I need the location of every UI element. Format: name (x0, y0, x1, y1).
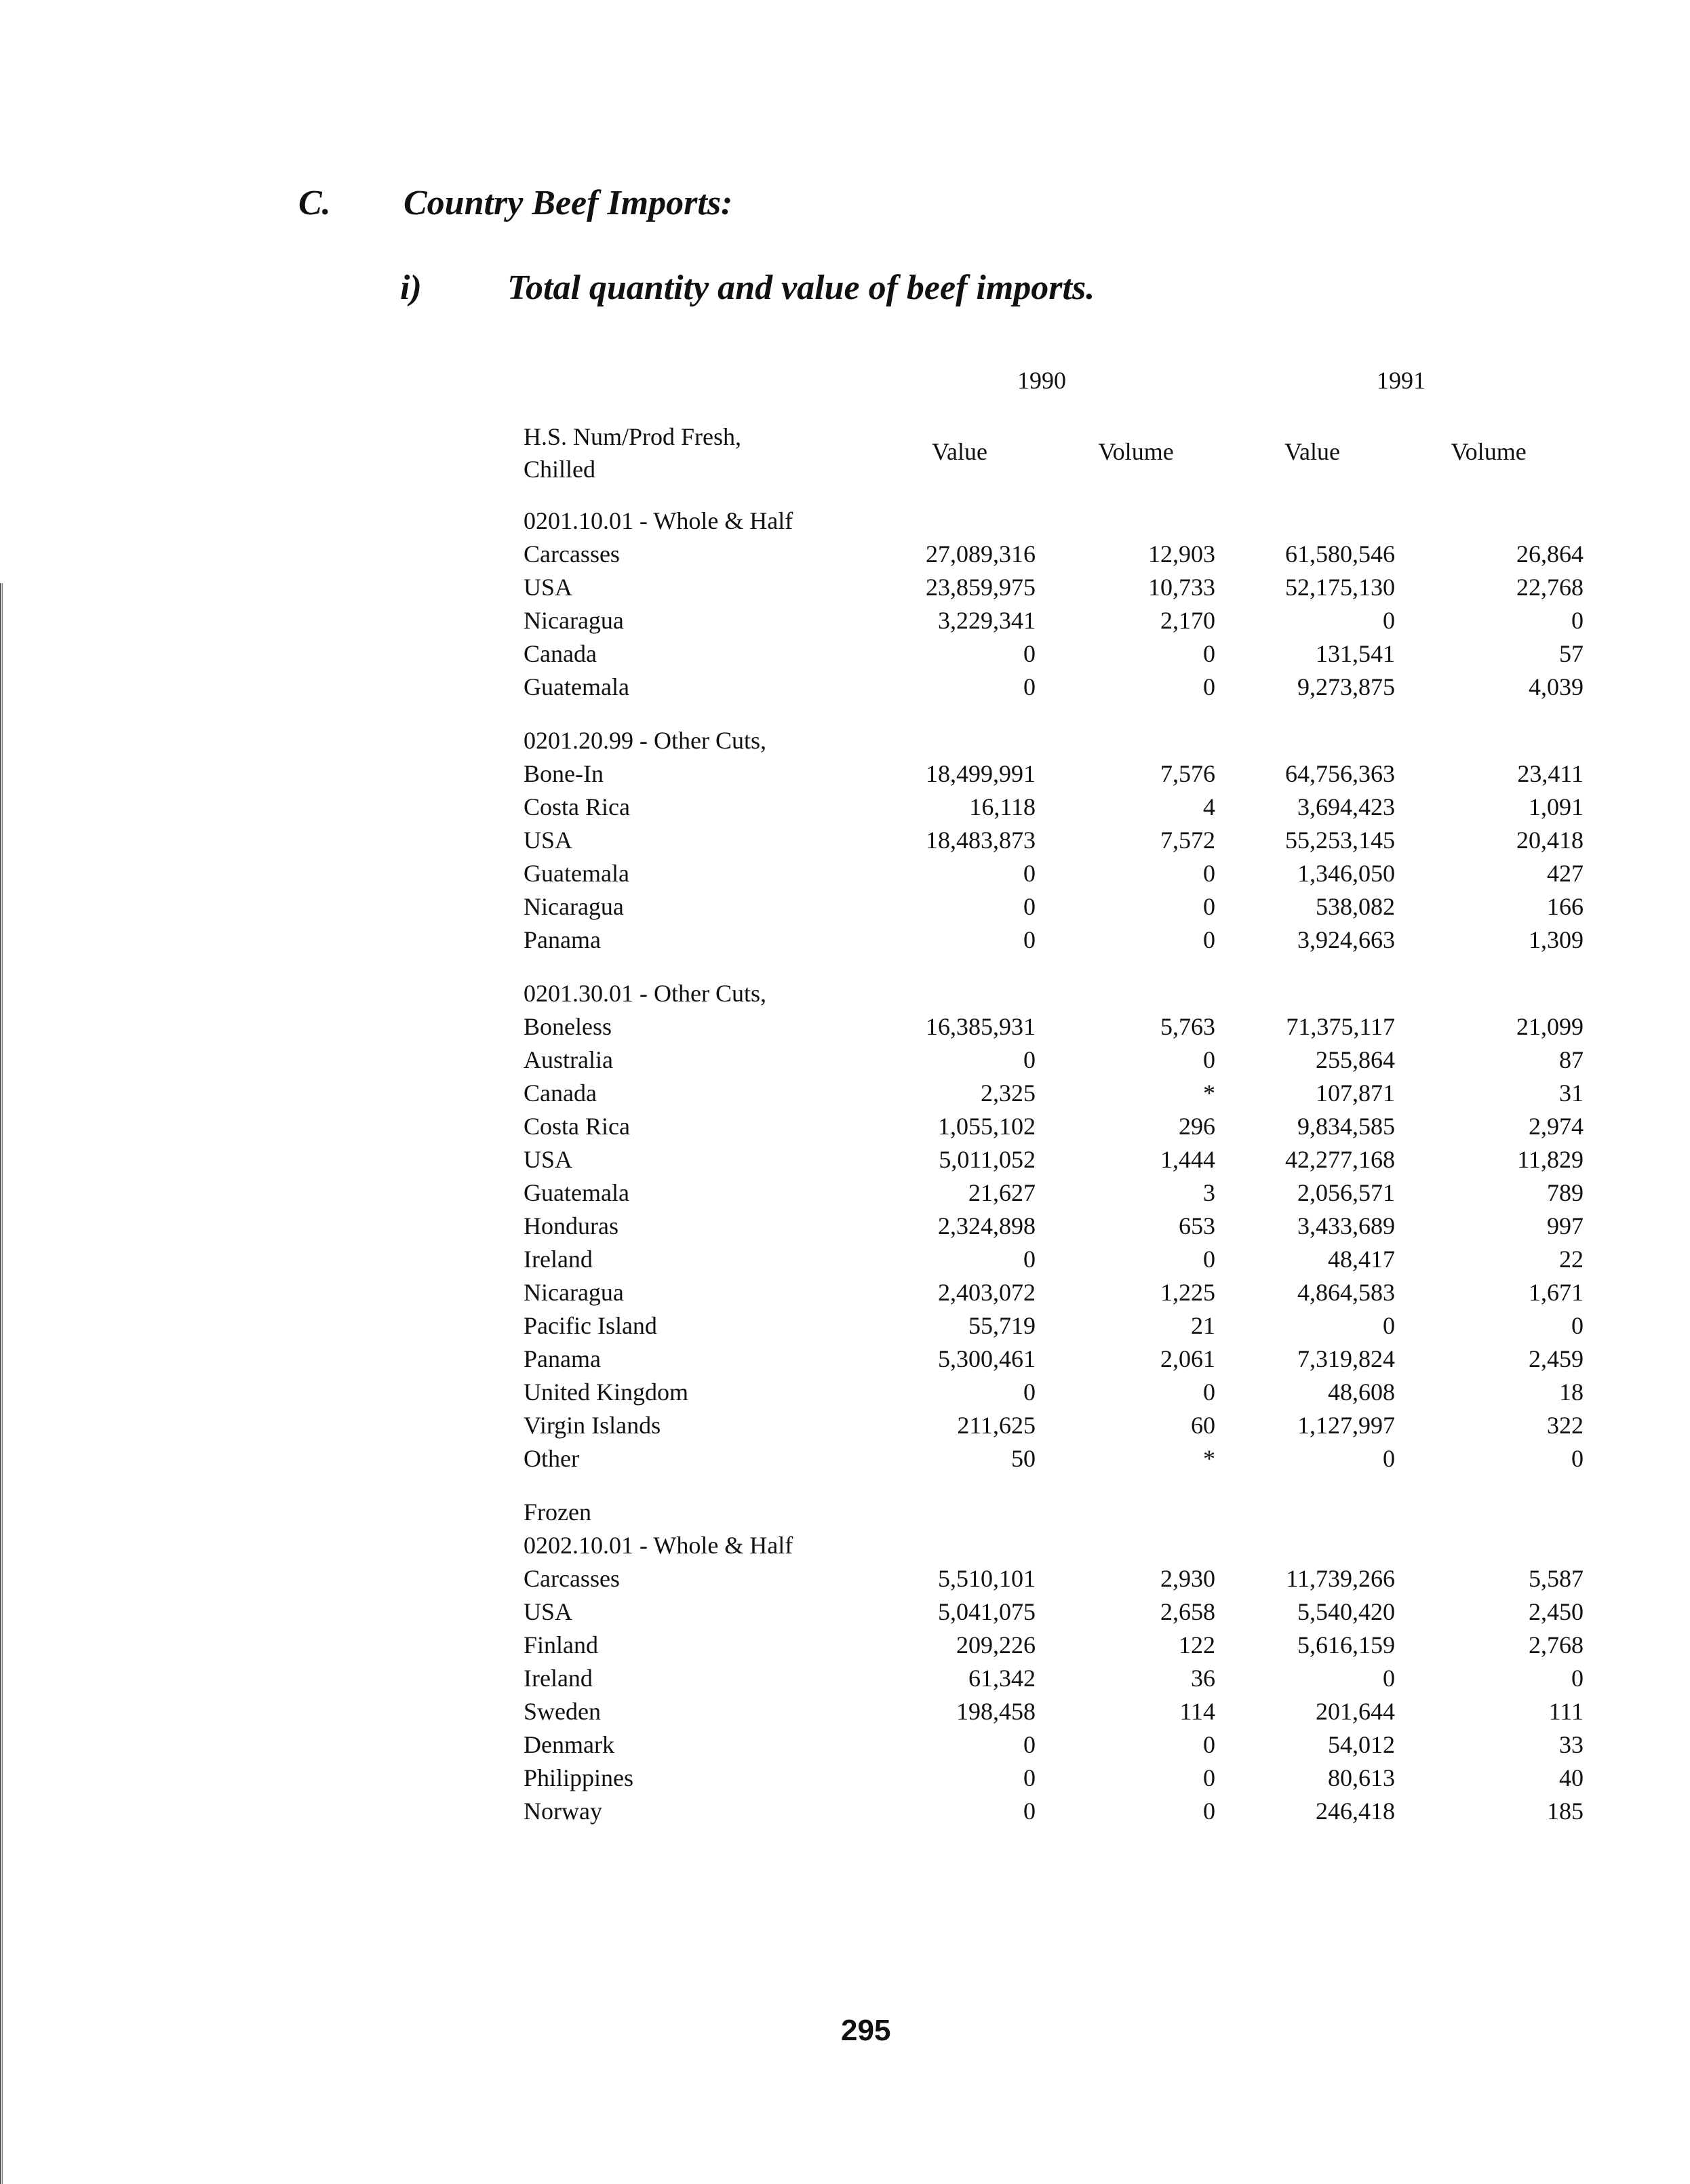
value-1991-cell: 107,871 (1316, 1079, 1395, 1107)
value-1991-cell: 2,056,571 (1297, 1179, 1395, 1206)
value-1991-cell: 538,082 (1316, 893, 1395, 920)
row-label: Australia (524, 1046, 613, 1073)
row-label: Other (524, 1445, 579, 1472)
volume-1991-cell: 87 (1559, 1046, 1584, 1073)
value-1991-cell: 5,540,420 (1297, 1598, 1395, 1625)
volume-1991-cell: 11,829 (1517, 1146, 1584, 1173)
volume-1991-cell: 166 (1547, 893, 1584, 920)
row-label: USA (524, 1146, 573, 1173)
volume-1991-cell: 22,768 (1516, 574, 1584, 601)
table-row (524, 1210, 1584, 1243)
volume-1991-cell: 1,309 (1529, 926, 1584, 953)
value-1990-cell: 0 (1023, 640, 1036, 667)
volume-1990-cell: 0 (1203, 1731, 1215, 1758)
row-label: Carcasses (524, 540, 620, 568)
row-label: Canada (524, 1079, 597, 1107)
volume-1991-cell: 427 (1547, 860, 1584, 887)
year-1991-header: 1991 (1377, 367, 1426, 394)
volume-1990-cell: 2,930 (1160, 1565, 1215, 1592)
row-label: Nicaragua (524, 607, 624, 634)
table-row (524, 1442, 1584, 1475)
volume-1990-cell: 2,061 (1160, 1345, 1215, 1372)
row-label: Frozen (524, 1498, 591, 1526)
row-label: Panama (524, 926, 601, 953)
column-header-value-1990: Value (932, 438, 987, 465)
value-1991-cell: 4,864,583 (1297, 1279, 1395, 1306)
table-row (524, 1795, 1584, 1828)
row-label: Pacific Island (524, 1312, 657, 1339)
row-label: Costa Rica (524, 793, 630, 820)
value-1991-cell: 7,319,824 (1297, 1345, 1395, 1372)
volume-1990-cell: 36 (1191, 1665, 1215, 1692)
table-row (524, 538, 1584, 571)
table-row (524, 1243, 1584, 1276)
value-1990-cell: 0 (1023, 1764, 1036, 1791)
table-row (524, 1529, 1581, 1562)
value-1990-cell: 0 (1023, 926, 1036, 953)
row-label: 0201.10.01 - Whole & Half (524, 507, 793, 534)
volume-1990-cell: 2,658 (1160, 1598, 1215, 1625)
row-label: Guatemala (524, 673, 629, 700)
table-row (524, 890, 1584, 924)
row-label: USA (524, 574, 573, 601)
column-header-volume-1990: Volume (1098, 438, 1174, 465)
value-1991-cell: 3,433,689 (1297, 1212, 1395, 1239)
table-row (524, 924, 1584, 957)
value-1991-cell: 131,541 (1316, 640, 1395, 667)
volume-1991-cell: 18 (1559, 1378, 1584, 1406)
volume-1990-cell: 0 (1203, 1764, 1215, 1791)
table-row (524, 724, 1581, 757)
row-label: Nicaragua (524, 1279, 624, 1306)
value-1990-cell: 50 (1011, 1445, 1036, 1472)
volume-1991-cell: 2,450 (1529, 1598, 1584, 1625)
page-edge-rule (0, 583, 4, 2184)
volume-1990-cell: 3 (1203, 1179, 1215, 1206)
value-1991-cell: 55,253,145 (1285, 827, 1395, 854)
value-1990-cell: 5,300,461 (938, 1345, 1036, 1372)
volume-1991-cell: 26,864 (1516, 540, 1584, 568)
row-label: 0202.10.01 - Whole & Half (524, 1532, 793, 1559)
value-1990-cell: 21,627 (968, 1179, 1036, 1206)
value-1990-cell: 1,055,102 (938, 1113, 1036, 1140)
section-letter: C. (298, 184, 331, 222)
value-1990-cell: 23,859,975 (926, 574, 1036, 601)
row-label: Guatemala (524, 1179, 629, 1206)
value-1991-cell: 5,616,159 (1297, 1631, 1395, 1659)
table-row (524, 1143, 1584, 1176)
volume-1991-cell: 33 (1559, 1731, 1584, 1758)
volume-1990-cell: 0 (1203, 860, 1215, 887)
table-row (524, 1010, 1584, 1044)
value-1990-cell: 5,510,101 (938, 1565, 1036, 1592)
volume-1990-cell: 1,225 (1160, 1279, 1215, 1306)
volume-1991-cell: 789 (1547, 1179, 1584, 1206)
volume-1990-cell: 0 (1203, 1246, 1215, 1273)
volume-1991-cell: 1,091 (1529, 793, 1584, 820)
volume-1991-cell: 0 (1571, 1665, 1584, 1692)
volume-1991-cell: 2,974 (1529, 1113, 1584, 1140)
volume-1991-cell: 31 (1559, 1079, 1584, 1107)
value-1991-cell: 1,127,997 (1297, 1412, 1395, 1439)
value-1991-cell: 71,375,117 (1286, 1013, 1395, 1040)
volume-1991-cell: 5,587 (1529, 1565, 1584, 1592)
value-1991-cell: 42,277,168 (1285, 1146, 1395, 1173)
value-1990-cell: 5,011,052 (939, 1146, 1036, 1173)
volume-1991-cell: 22 (1559, 1246, 1584, 1273)
table-row (524, 1409, 1584, 1442)
volume-1990-cell: 114 (1179, 1698, 1215, 1725)
row-label: Norway (524, 1798, 602, 1825)
value-1990-cell: 0 (1023, 1378, 1036, 1406)
value-1990-cell: 0 (1023, 1246, 1036, 1273)
volume-1990-cell: 122 (1179, 1631, 1215, 1659)
value-1991-cell: 11,739,266 (1286, 1565, 1395, 1592)
value-1991-cell: 3,694,423 (1297, 793, 1395, 820)
volume-1990-cell: 21 (1191, 1312, 1215, 1339)
table-row (524, 1343, 1584, 1376)
volume-1990-cell: 2,170 (1160, 607, 1215, 634)
value-1990-cell: 198,458 (956, 1698, 1036, 1725)
table-row (524, 1276, 1584, 1309)
value-1991-cell: 48,608 (1328, 1378, 1395, 1406)
table-row (524, 1110, 1584, 1143)
volume-1990-cell: 4 (1203, 793, 1215, 820)
value-1990-cell: 0 (1023, 893, 1036, 920)
value-1990-cell: 16,118 (969, 793, 1036, 820)
value-1990-cell: 55,719 (968, 1312, 1036, 1339)
volume-1990-cell: 12,903 (1148, 540, 1215, 568)
volume-1990-cell: 0 (1203, 1046, 1215, 1073)
table-row (524, 1595, 1584, 1629)
row-label: Philippines (524, 1764, 634, 1791)
value-1990-cell: 18,499,991 (926, 760, 1036, 787)
table-row (524, 1728, 1584, 1762)
value-1991-cell: 246,418 (1316, 1798, 1395, 1825)
volume-1991-cell: 0 (1571, 607, 1584, 634)
table-row (524, 824, 1584, 857)
value-1990-cell: 209,226 (956, 1631, 1036, 1659)
row-label: Carcasses (524, 1565, 620, 1592)
row-label: Nicaragua (524, 893, 624, 920)
table-row (524, 791, 1584, 824)
table-row (524, 1629, 1584, 1662)
value-1990-cell: 5,041,075 (938, 1598, 1036, 1625)
value-1991-cell: 48,417 (1328, 1246, 1395, 1273)
volume-1991-cell: 0 (1571, 1312, 1584, 1339)
value-1991-cell: 64,756,363 (1285, 760, 1395, 787)
volume-1990-cell: 0 (1203, 926, 1215, 953)
table-row (524, 1376, 1584, 1409)
volume-1991-cell: 0 (1571, 1445, 1584, 1472)
volume-1990-cell: 0 (1203, 1378, 1215, 1406)
row-label: Panama (524, 1345, 601, 1372)
table-row (524, 757, 1584, 791)
value-1991-cell: 201,644 (1316, 1698, 1395, 1725)
row-label: Ireland (524, 1665, 593, 1692)
value-1990-cell: 16,385,931 (926, 1013, 1036, 1040)
value-1990-cell: 211,625 (957, 1412, 1036, 1439)
table-row (524, 637, 1584, 671)
table-row (524, 1662, 1584, 1695)
table-row (524, 857, 1584, 890)
value-1991-cell: 0 (1383, 1665, 1395, 1692)
value-1991-cell: 3,924,663 (1297, 926, 1395, 953)
value-1991-cell: 54,012 (1328, 1731, 1395, 1758)
row-label: USA (524, 827, 573, 854)
volume-1990-cell: 5,763 (1160, 1013, 1215, 1040)
volume-1990-cell: 10,733 (1148, 574, 1215, 601)
volume-1991-cell: 20,418 (1516, 827, 1584, 854)
row-label: 0201.30.01 - Other Cuts, (524, 980, 766, 1007)
volume-1991-cell: 40 (1559, 1764, 1584, 1791)
value-1991-cell: 1,346,050 (1297, 860, 1395, 887)
value-1990-cell: 2,324,898 (938, 1212, 1036, 1239)
value-1990-cell: 2,325 (981, 1079, 1036, 1107)
value-1990-cell: 0 (1023, 1798, 1036, 1825)
volume-1990-cell: 0 (1203, 893, 1215, 920)
row-label: Guatemala (524, 860, 629, 887)
beef-imports-table (524, 504, 1584, 1828)
section-title: Country Beef Imports: (404, 184, 733, 222)
value-1990-cell: 27,089,316 (926, 540, 1036, 568)
table-row (524, 604, 1584, 637)
table-row (524, 977, 1581, 1010)
volume-1991-cell: 57 (1559, 640, 1584, 667)
value-1990-cell: 0 (1023, 673, 1036, 700)
row-label: Denmark (524, 1731, 614, 1758)
subsection-title: Total quantity and value of beef imports. (507, 269, 1095, 307)
table-row (524, 671, 1584, 704)
value-1990-cell: 61,342 (968, 1665, 1036, 1692)
table-row (524, 571, 1584, 604)
volume-1990-cell: 60 (1191, 1412, 1215, 1439)
row-label: Boneless (524, 1013, 612, 1040)
value-1991-cell: 9,834,585 (1297, 1113, 1395, 1140)
value-1991-cell: 0 (1383, 1312, 1395, 1339)
volume-1990-cell: 7,572 (1160, 827, 1215, 854)
volume-1991-cell: 322 (1547, 1412, 1584, 1439)
page-number: 295 (841, 2014, 891, 2047)
volume-1991-cell: 1,671 (1529, 1279, 1584, 1306)
row-label: Virgin Islands (524, 1412, 661, 1439)
row-header-line: Chilled (524, 456, 595, 483)
table-row (524, 1695, 1584, 1728)
row-header-line: H.S. Num/Prod Fresh, (524, 423, 742, 450)
value-1991-cell: 61,580,546 (1285, 540, 1395, 568)
volume-1991-cell: 185 (1547, 1798, 1584, 1825)
row-label: Ireland (524, 1246, 593, 1273)
volume-1990-cell: * (1203, 1445, 1215, 1472)
volume-1990-cell: * (1203, 1079, 1215, 1107)
value-1990-cell: 0 (1023, 860, 1036, 887)
value-1990-cell: 2,403,072 (938, 1279, 1036, 1306)
volume-1990-cell: 653 (1179, 1212, 1215, 1239)
value-1991-cell: 52,175,130 (1285, 574, 1395, 601)
column-header-volume-1991: Volume (1451, 438, 1527, 465)
value-1991-cell: 255,864 (1316, 1046, 1395, 1073)
row-label: USA (524, 1598, 573, 1625)
value-1991-cell: 0 (1383, 607, 1395, 634)
volume-1991-cell: 111 (1548, 1698, 1584, 1725)
volume-1990-cell: 0 (1203, 673, 1215, 700)
volume-1990-cell: 0 (1203, 640, 1215, 667)
table-row (524, 1309, 1584, 1343)
row-label: Finland (524, 1631, 599, 1659)
row-label: United Kingdom (524, 1378, 688, 1406)
row-label: Bone-In (524, 760, 604, 787)
subsection-letter: i) (400, 269, 422, 307)
value-1991-cell: 0 (1383, 1445, 1395, 1472)
value-1990-cell: 0 (1023, 1731, 1036, 1758)
table-row (524, 1762, 1584, 1795)
volume-1991-cell: 997 (1547, 1212, 1584, 1239)
table-row (524, 1176, 1584, 1210)
row-label: Costa Rica (524, 1113, 630, 1140)
table-row (524, 504, 1581, 538)
table-row (524, 1496, 1581, 1529)
row-label: Honduras (524, 1212, 618, 1239)
value-1990-cell: 18,483,873 (926, 827, 1036, 854)
table-row (524, 1077, 1584, 1110)
year-1990-header: 1990 (1017, 367, 1066, 394)
volume-1990-cell: 0 (1203, 1798, 1215, 1825)
volume-1991-cell: 4,039 (1529, 673, 1584, 700)
volume-1991-cell: 2,768 (1529, 1631, 1584, 1659)
value-1990-cell: 3,229,341 (938, 607, 1036, 634)
volume-1990-cell: 296 (1179, 1113, 1215, 1140)
value-1991-cell: 80,613 (1328, 1764, 1395, 1791)
value-1990-cell: 0 (1023, 1046, 1036, 1073)
table-row (524, 1044, 1584, 1077)
volume-1991-cell: 2,459 (1529, 1345, 1584, 1372)
volume-1990-cell: 7,576 (1160, 760, 1215, 787)
volume-1991-cell: 21,099 (1516, 1013, 1584, 1040)
table-row (524, 1562, 1584, 1595)
row-label: Canada (524, 640, 597, 667)
value-1991-cell: 9,273,875 (1297, 673, 1395, 700)
volume-1990-cell: 1,444 (1160, 1146, 1215, 1173)
row-label: Sweden (524, 1698, 601, 1725)
row-header (524, 420, 741, 485)
volume-1991-cell: 23,411 (1517, 760, 1584, 787)
row-label: 0201.20.99 - Other Cuts, (524, 727, 766, 754)
column-header-value-1991: Value (1284, 438, 1340, 465)
